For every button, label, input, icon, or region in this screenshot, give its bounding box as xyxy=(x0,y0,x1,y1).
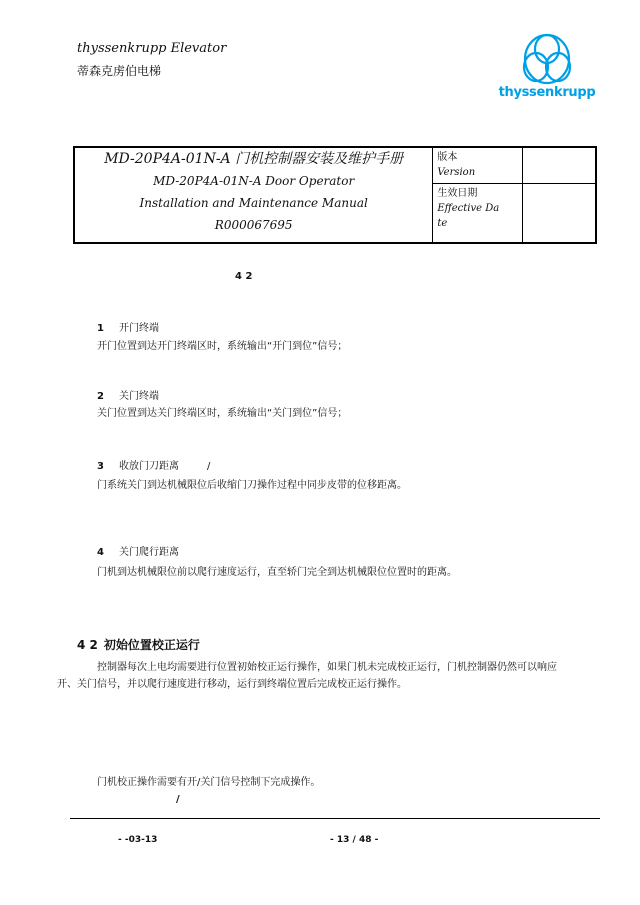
item-title-extra: / xyxy=(207,461,211,472)
paragraph-line-1: 控制器每次上电均需要进行位置初始校正运行操作，如果门机未完成校正运行，门机控制器仍然可以响应 xyxy=(97,662,557,673)
version-label-en: Version xyxy=(437,167,476,178)
page-number: - 13 / 48 - xyxy=(330,835,379,845)
footer-divider xyxy=(70,818,600,819)
logo-wordmark: thyssenkrupp xyxy=(498,85,596,100)
document-title xyxy=(74,147,433,243)
item-heading-4 xyxy=(97,543,179,558)
item-number: 1 xyxy=(97,323,104,334)
item-number: 4 xyxy=(97,547,104,558)
item-number: 3 xyxy=(97,461,104,472)
item-desc-4: 门机到达机械限位前以爬行速度运行，直至轿门完全到达机械限位位置时的距离。 xyxy=(97,567,457,578)
title-line-1: MD-20P4A-01N-A 门机控制器安装及维护手册 xyxy=(104,151,404,167)
footer-date: - -03-13 xyxy=(118,835,158,845)
item-title: 收放门刀距离 xyxy=(119,461,179,472)
item-title: 关门爬行距离 xyxy=(119,547,179,558)
item-desc-1: 开门位置到达开门终端区时，系统输出“开门到位”信号； xyxy=(97,341,348,352)
item-heading-1 xyxy=(97,319,159,334)
effective-date-label-en-2: te xyxy=(437,217,448,229)
document-title-block xyxy=(73,146,597,244)
effective-date-label-en-1: Effective Da xyxy=(437,202,500,214)
item-heading-3 xyxy=(97,457,210,472)
section-heading xyxy=(77,636,200,653)
item-title: 关门终端 xyxy=(119,391,159,402)
effective-date-value xyxy=(523,183,596,243)
item-desc-2: 关门位置到达关门终端区时，系统输出“关门到位”信号； xyxy=(97,408,348,419)
note-text: 门机校正操作需要有开/关门信号控制下完成操作。 xyxy=(97,777,321,788)
item-title: 开门终端 xyxy=(119,323,159,334)
title-line-2: MD-20P4A-01N-A Door Operator xyxy=(153,174,355,188)
version-label-cn: 版本 xyxy=(437,152,458,163)
title-line-4: R000067695 xyxy=(214,218,293,232)
version-value xyxy=(523,147,596,183)
section-reference: 4 2 xyxy=(235,271,253,282)
company-name-cn: 蒂森克虏伯电梯 xyxy=(77,64,162,78)
company-name-en: thyssenkrupp Elevator xyxy=(77,41,227,56)
effective-date-label xyxy=(433,183,523,243)
effective-date-label-cn: 生效日期 xyxy=(437,187,478,199)
paragraph-line-2: 开、关门信号，并以爬行速度进行移动，运行到终端位置后完成校正运行操作。 xyxy=(57,679,407,690)
item-desc-3: 门系统关门到达机械限位后收缩门刀操作过程中同步皮带的位移距离。 xyxy=(97,480,407,491)
section-title: 初始位置校正运行 xyxy=(103,638,200,652)
section-number: 4 2 xyxy=(77,638,98,652)
item-number: 2 xyxy=(97,391,104,402)
section-paragraph xyxy=(57,659,602,693)
item-heading-2 xyxy=(97,387,159,402)
note-mark: / xyxy=(176,794,180,805)
version-label xyxy=(433,147,523,183)
title-line-3: Installation and Maintenance Manual xyxy=(139,196,368,210)
